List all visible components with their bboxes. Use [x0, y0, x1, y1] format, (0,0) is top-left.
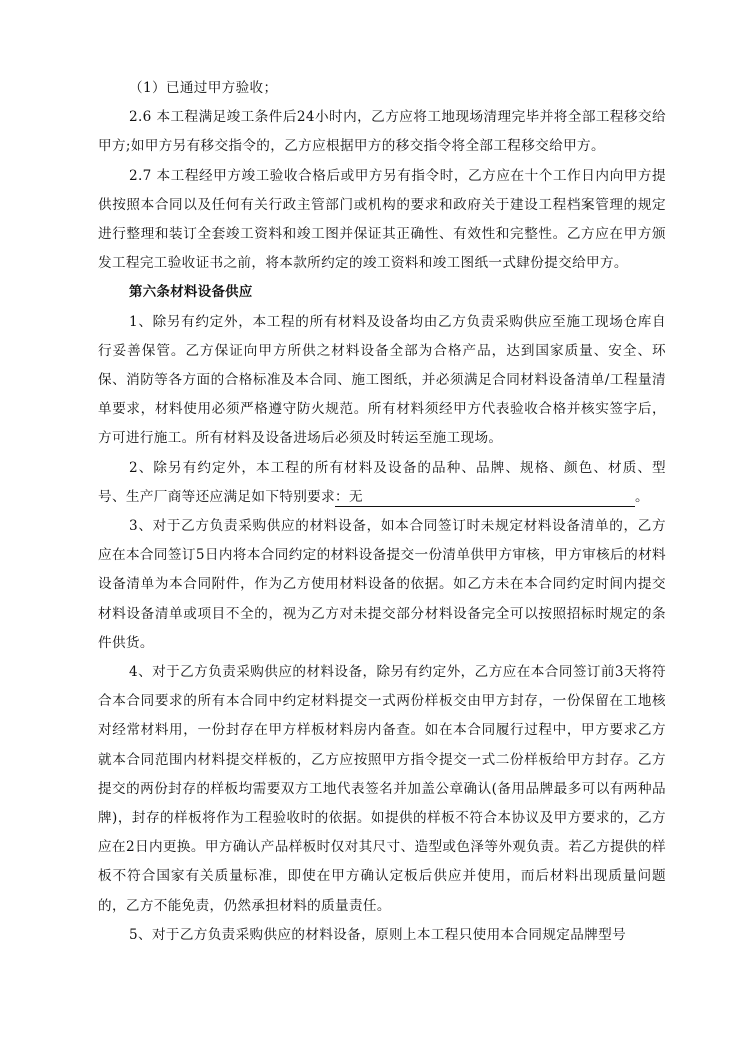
- section-heading-article-6: 第六条材料设备供应: [129, 285, 253, 301]
- article-6-item-5: 5、对于乙方负责采购供应的材料设备，原则上本工程只使用本合同规定品牌型号: [129, 926, 627, 943]
- article-6-item-1: 1、除另有约定外，本工程的所有材料及设备均由乙方负责采购供应至施工现场仓库自行妥善保管。乙方保证向甲方所供之材料设备全部为合格产品，达到国家质量、安全、环保、消防等各方面的合格标准及本合同、施工图纸，并必须满足合同材料设备清单/工程量清单要求，材料使用必须严格遵守防火规范。所有材料须经甲方代表验收合格并核实签字后，方可进行施工。所有材料及设备进场后必须及时转运至施工现场。: [98, 313, 666, 447]
- article-6-item-4: 4、对于乙方负责采购供应的材料设备，除另有约定外，乙方应在本合同签订前3天将符合本合同要求的所有本合同中约定材料提交一式两份样板交由甲方封存，一份保留在工地核对经常材料用，一份封存在甲方样板材料房内备查。如在本合同履行过程中，甲方要求乙方就本合同范围内材料提交样板的，乙方应按照甲方指令提交一式二份样板给甲方封存。乙方提交的两份封存的样板均需要双方工地代表签名并加盖公章确认(备用品牌最多可以有两种品牌)，封存的样板将作为工程验收时的依据。如提供的样板不符合本协议及甲方要求的，乙方应在2日内更换。甲方确认产品样板时仅对其尺寸、造型或色泽等外观负责。若乙方提供的样板不符合国家有关质量标准，即使在甲方确认定板后供应并使用，而后材料出现质量问题的，乙方不能免责，仍然承担材料的质量责任。: [98, 664, 666, 914]
- clause-2-6: 2.6 本工程满足竣工条件后24小时内，乙方应将工地现场清理完毕并将全部工程移交给甲方;如甲方另有移交指令的，乙方应根据甲方的移交指令将全部工程移交给甲方。: [98, 109, 666, 155]
- clause-item-accepted: （1）已通过甲方验收；: [129, 80, 278, 96]
- article-6-item-3: 3、对于乙方负责采购供应的材料设备，如本合同签订时未规定材料设备清单的，乙方应在本合同签订5日内将本合同约定的材料设备提交一份清单供甲方审核，甲方审核后的材料设备清单为本合同附件，作为乙方使用材料设备的依据。如乙方未在本合同约定时间内提交材料设备清单或项目不全的，视为乙方对未提交部分材料设备完全可以按照招标时规定的条件供货。: [98, 518, 666, 651]
- document-body: [98, 74, 666, 950]
- special-requirements-fill-field: ：无: [335, 488, 635, 507]
- clause-2-7: 2.7 本工程经甲方竣工验收合格后或甲方另有指令时，乙方应在十个工作日内向甲方提供按照本合同以及任何有关行政主管部门或机构的要求和政府关于建设工程档案管理的规定进行整理和装订全套竣工资料和竣工图并保证其正确性、有效性和完整性。乙方应在甲方颁发工程完工验收证书之前，将本款所约定的竣工资料和竣工图纸一式肆份提交给甲方。: [98, 167, 666, 272]
- article-6-item-2-end: 。: [635, 488, 649, 505]
- article-6-item-2-text: 2、除另有约定外，本工程的所有材料及设备的品种、品牌、规格、颜色、材质、型号、生产厂商等还应满足如下特别要求: [98, 459, 666, 505]
- article-6-item-2: [98, 454, 666, 512]
